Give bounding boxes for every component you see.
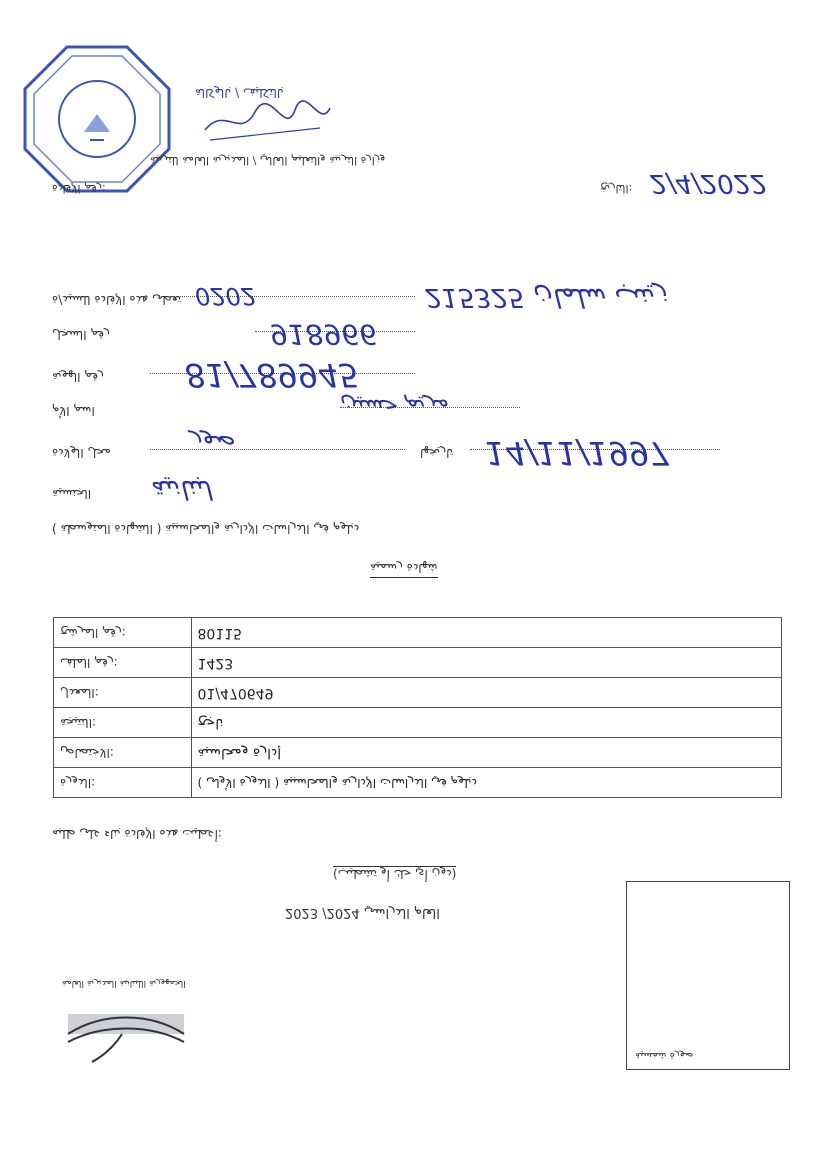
field-value-nationality: لبنانية bbox=[150, 474, 211, 504]
field-value-mother: مريم حسين bbox=[340, 394, 449, 419]
field-value-birthdate: 14/11/1997 bbox=[485, 434, 670, 472]
signature-icon bbox=[200, 100, 335, 145]
table-value: 01/470649 bbox=[191, 678, 781, 708]
signature-note: بالتكليف / بالوكالة bbox=[195, 86, 284, 100]
table-value: 1423 bbox=[191, 648, 781, 678]
dotted-line bbox=[150, 449, 405, 450]
results-table bbox=[53, 617, 782, 798]
table-row bbox=[54, 678, 782, 708]
field-value-birthplace: صور bbox=[190, 430, 235, 458]
table-label: رقم المرشح: bbox=[54, 618, 192, 648]
program-line: ( الشهادة المتوسطة ) دبلوم في الدراسات الإدارية والمحاسبية bbox=[52, 522, 360, 536]
center-paren-note: (دون أي حك أو تشطيب) bbox=[333, 867, 457, 881]
table-label: النتيجة: bbox=[54, 708, 192, 738]
field-label-birthplace: محل الولادة bbox=[52, 446, 111, 460]
date-value: 2/4/2022 bbox=[650, 168, 767, 198]
session-line: 2023 /2024 العام الدراسي bbox=[285, 905, 440, 920]
field-value-name: 215325 زينب سلمان bbox=[425, 282, 667, 312]
field-label-name: تعطى هذه الإفادة للسيد/ة bbox=[52, 293, 182, 307]
field-label-mother: اسم الأم bbox=[52, 404, 95, 418]
logo-icon bbox=[62, 1004, 190, 1064]
logo-caption: الجمهورية اللبنانية المديرية العامة bbox=[62, 978, 186, 988]
table-value: 80115 bbox=[191, 618, 781, 648]
field-label-birthdate: تاريخها bbox=[420, 446, 454, 460]
signature bbox=[200, 100, 335, 145]
field-label-nationality: الجنسية bbox=[52, 487, 92, 501]
ministry-logo bbox=[62, 1004, 190, 1064]
field-value-registry: 918966 bbox=[270, 318, 377, 351]
table-value: ( الدورة الأولى ) دبلوم في الدراسات الإدارية والمحاسبية bbox=[191, 768, 781, 798]
field-label-id: رقم الهوية bbox=[52, 370, 104, 384]
underline-note: شهادة رسمية bbox=[370, 561, 438, 578]
table-label: رقم الملف: bbox=[54, 648, 192, 678]
field-value-id: 81/789945 bbox=[185, 356, 359, 394]
official-stamp bbox=[22, 44, 172, 194]
date-label: التاريخ: bbox=[600, 182, 633, 195]
photo-placeholder bbox=[626, 881, 790, 1070]
photo-caption: صورة شمسية bbox=[635, 1050, 694, 1061]
table-label: الدورة: bbox=[54, 768, 192, 798]
seal-icon bbox=[22, 44, 172, 194]
authority-line: وزارة التربية والتعليم العالي / المديرية العامة للتربية bbox=[150, 154, 386, 167]
table-row bbox=[54, 648, 782, 678]
certificate-number-label: رقم الإفادة: bbox=[52, 182, 106, 195]
table-value: إدارة ومحاسبة bbox=[191, 738, 781, 768]
field-value-name-2: 0202 bbox=[195, 282, 257, 310]
table-label: المعدل: bbox=[54, 678, 192, 708]
table-value: ناجح bbox=[191, 708, 781, 738]
table-row bbox=[54, 618, 782, 648]
note-line: أعطيت هذه الإفادة بناء على طلبه: bbox=[52, 827, 222, 841]
table-row bbox=[54, 738, 782, 768]
table-label: الاختصاص: bbox=[54, 738, 192, 768]
table-row bbox=[54, 708, 782, 738]
field-label-registry: رقم السجل bbox=[52, 328, 110, 342]
table-row bbox=[54, 768, 782, 798]
